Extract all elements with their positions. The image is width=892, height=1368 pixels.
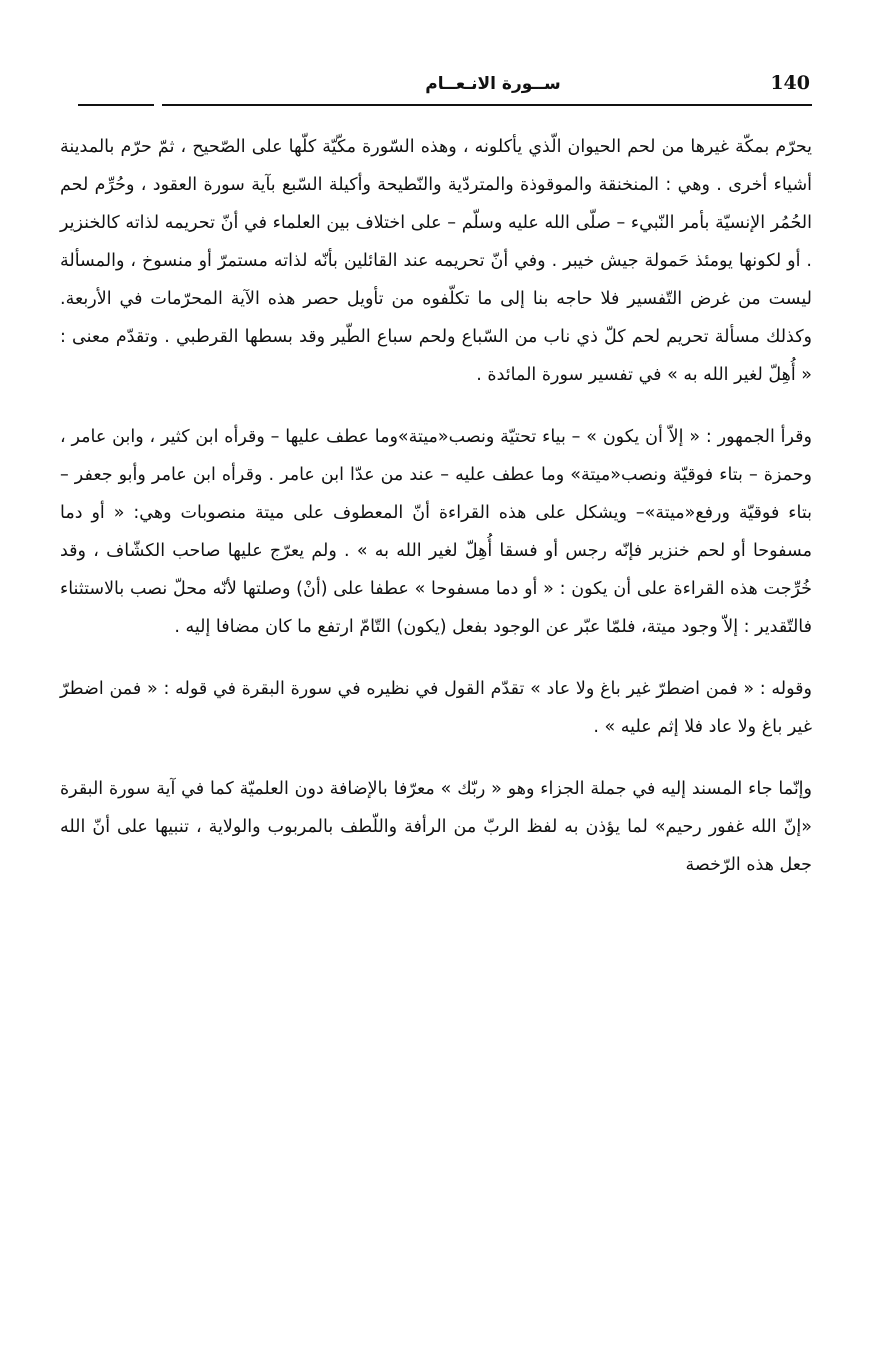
body-text <box>60 128 812 884</box>
paragraph: وقوله : « فمن اضطرّ غير باغ ولا عاد » تقدّم القول في نظيره في سورة البقرة في قوله : « فمن اضطرّ غير باغ ولا عاد فلا إثم عليه » . <box>60 679 812 737</box>
paragraph: وقرأ الجمهور : « إلاّ أن يكون » – بياء تحتيّة ونصب«ميتة»وما عطف عليها – وقرأه ابن كثير ، وابن عامر ، وحمزة – بتاء فوقيّة ونصب«ميتة» وما عطف عليه – عند من عدّا ابن عامر . وقرأه ابن عامر وأبو جعفر – بتاء فوقيّة ورفع«ميتة»– ويشكل على هذه القراءة أنّ المعطوف على ميتة منصوبات وهي: « أو دما مسفوحا أو لحم خنزير فإنّه رجس أو فسقا أُهِلّ لغير الله به » . ولم يعرّج عليها صاحب الكشّاف ، وقد خُرِّجت هذه القراءة على أن يكون : « أو دما مسفوحا » عطفا على (أنْ) وصلتها لأنّه محلّ نصب بالاستثناء فالتّقدير : إلاّ وجود ميتة، فلمّا عبّر عن الوجود بفعل (يكون) التّامّ ارتفع ما كان مضافا إليه . <box>60 427 812 637</box>
paragraph: وإنّما جاء المسند إليه في جملة الجزاء وهو « ربّك » معرّفا بالإضافة دون العلميّة كما في آية سورة البقرة «إنّ الله غفور رحيم» لما يؤذن به لفظ الربّ من الرأفة واللّطف بالمربوب والولاية ، تنبيها على أنّ الله جعل هذه الرّخصة <box>60 779 812 875</box>
page-number: 140 <box>770 72 810 94</box>
page-header <box>78 66 812 110</box>
header-rule-short <box>78 104 154 106</box>
running-title: ســورة الانـعــام <box>425 74 561 94</box>
paragraph: يحرّم بمكّة غيرها من لحم الحيوان الّذي يأكلونه ، وهذه السّورة مكّيّة كلّها على الصّحيح ، ثمّ حرّم بالمدينة أشياء أخرى . وهي : المنخنقة والموقوذة والمتردّية والنّطيحة وأكيلة السّبع بآية سورة العقود ، وحُرِّم لحم الحُمُر الإنسيّة بأمر النّبيء – صلّى الله عليه وسلّم – على اختلاف بين العلماء في أنّ تحريمه لذاته كالخنزير . أو لكونها يومئذ حَمولة جيش خيبر . وفي أنّ تحريمه عند القائلين بأنّه لذاته مستمرّ أو منسوخ ، والمسألة ليست من غرض التّفسير فلا حاجه بنا إلى ما تكلّفوه من تأويل حصر هذه الآية المحرّمات في الأربعة. وكذلك مسألة تحريم لحم كلّ ذي ناب من السّباع ولحم سباع الطّير وقد بسطها القرطبي . وتقدّم معنى : « أُهِلّ لغير الله به » في تفسير سورة المائدة . <box>60 137 812 385</box>
header-rule-long <box>162 104 812 106</box>
